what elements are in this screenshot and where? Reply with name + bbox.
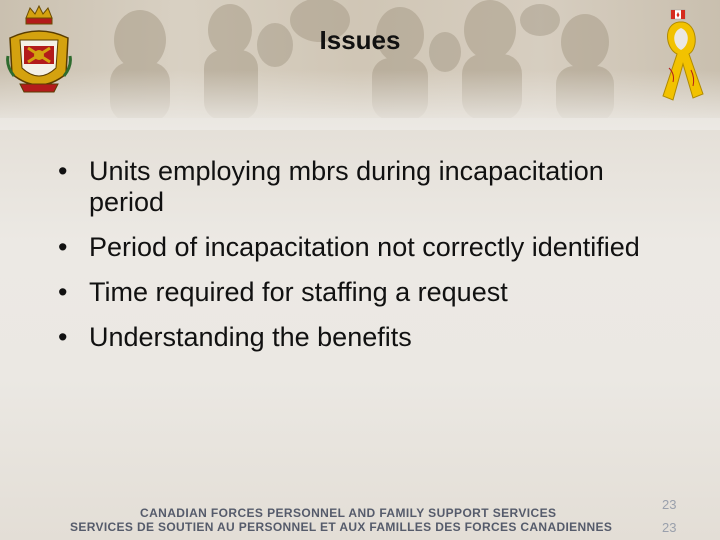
footer-french: SERVICES DE SOUTIEN AU PERSONNEL ET AUX FAMILLES DES FORCES CANADIENNES bbox=[70, 520, 613, 534]
slide-title: Issues bbox=[319, 25, 401, 55]
bullet-item: • Units employing mbrs during incapacitation period bbox=[58, 156, 658, 218]
footer-english: CANADIAN FORCES PERSONNEL AND FAMILY SUPPORT SERVICES bbox=[140, 506, 557, 520]
page-number: 23 bbox=[662, 520, 677, 535]
bullet-item: • Time required for staffing a request bbox=[58, 277, 658, 308]
page-number-upper: 23 bbox=[662, 497, 677, 512]
banner-fade bbox=[0, 70, 720, 130]
bullet-item: • Understanding the benefits bbox=[58, 322, 658, 353]
bullet-item: • Period of incapacitation not correctly identified bbox=[58, 232, 658, 263]
bullet-list bbox=[58, 156, 658, 367]
yellow-ribbon-icon bbox=[655, 8, 709, 104]
